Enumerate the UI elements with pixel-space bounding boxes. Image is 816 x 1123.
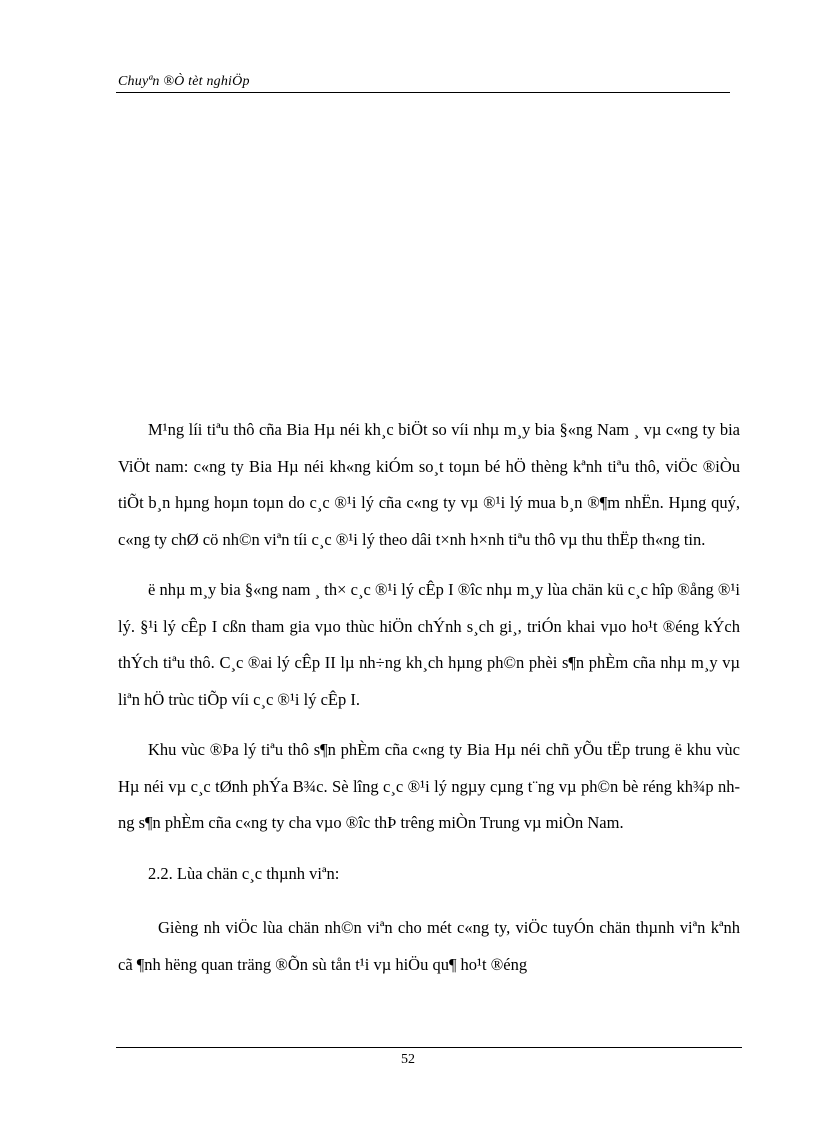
- section-heading: 2.2. Lùa chän c¸c thµnh viªn:: [148, 863, 340, 883]
- paragraph-2: ë nhµ m¸y bia §«ng nam ¸ th× c¸c ®¹i lý cÊp I ®îc nhµ m¸y lùa chän kü c¸c hîp ®ång ®¹i lý. §¹i lý cÊp I cßn tham gia vµo thùc hiÖn chÝnh s¸ch gi¸, triÓn khai vµo ho¹t ®éng kÝch thÝch tiªu thô. C¸c ®ai lý cÊp II lµ nh÷ng kh¸ch hµng ph©n phèi s¶n phÈm cña nhµ m¸y vµ liªn hÖ trùc tiÕp víi c¸c ®¹i lý cÊp I.: [118, 580, 740, 709]
- body-text: [118, 412, 740, 997]
- footer-divider: [116, 1047, 742, 1048]
- header-divider: [116, 92, 730, 93]
- page-number: 52: [401, 1052, 415, 1067]
- paragraph-4: Gièng nh viÖc lùa chän nh©n viªn cho mét c«ng ty, viÖc tuyÓn chän thµnh viªn kªnh cã ¶nh hëng quan träng ®Õn sù tån t¹i vµ hiÖu qu¶ ho¹t ®éng: [118, 918, 740, 974]
- page-header-title: Chuyªn ®Ò tèt nghiÖp: [118, 74, 250, 89]
- paragraph-1: M¹ng líi tiªu thô cña Bia Hµ néi kh¸c biÖt so víi nhµ m¸y bia §«ng Nam ¸ vµ c«ng ty bia ViÖt nam: c«ng ty Bia Hµ néi kh«ng kiÓm so¸t toµn bé hÖ thèng kªnh tiªu thô, viÖc ®iÒu tiÕt b¸n hµng hoµn toµn do c¸c ®¹i lý cña c«ng ty vµ ®¹i lý mua b¸n ®¶m nhËn. Hµng quý, c«ng ty chØ cö nh©n viªn tíi c¸c ®¹i lý theo dâi t×nh h×nh tiªu thô vµ thu thËp th«ng tin.: [118, 420, 740, 549]
- paragraph-3: Khu vùc ®Þa lý tiªu thô s¶n phÈm cña c«ng ty Bia Hµ néi chñ yÕu tËp trung ë khu vùc Hµ néi vµ c¸c tØnh phÝa B¾c. Sè lîng c¸c ®¹i lý ngµy cµng t¨ng vµ ph©n bè réng kh¾p nhng s¶n phÈm cña c«ng ty cha vµo ®îc thÞ trêng miÒn Trung vµ miÒn Nam.: [118, 740, 740, 832]
